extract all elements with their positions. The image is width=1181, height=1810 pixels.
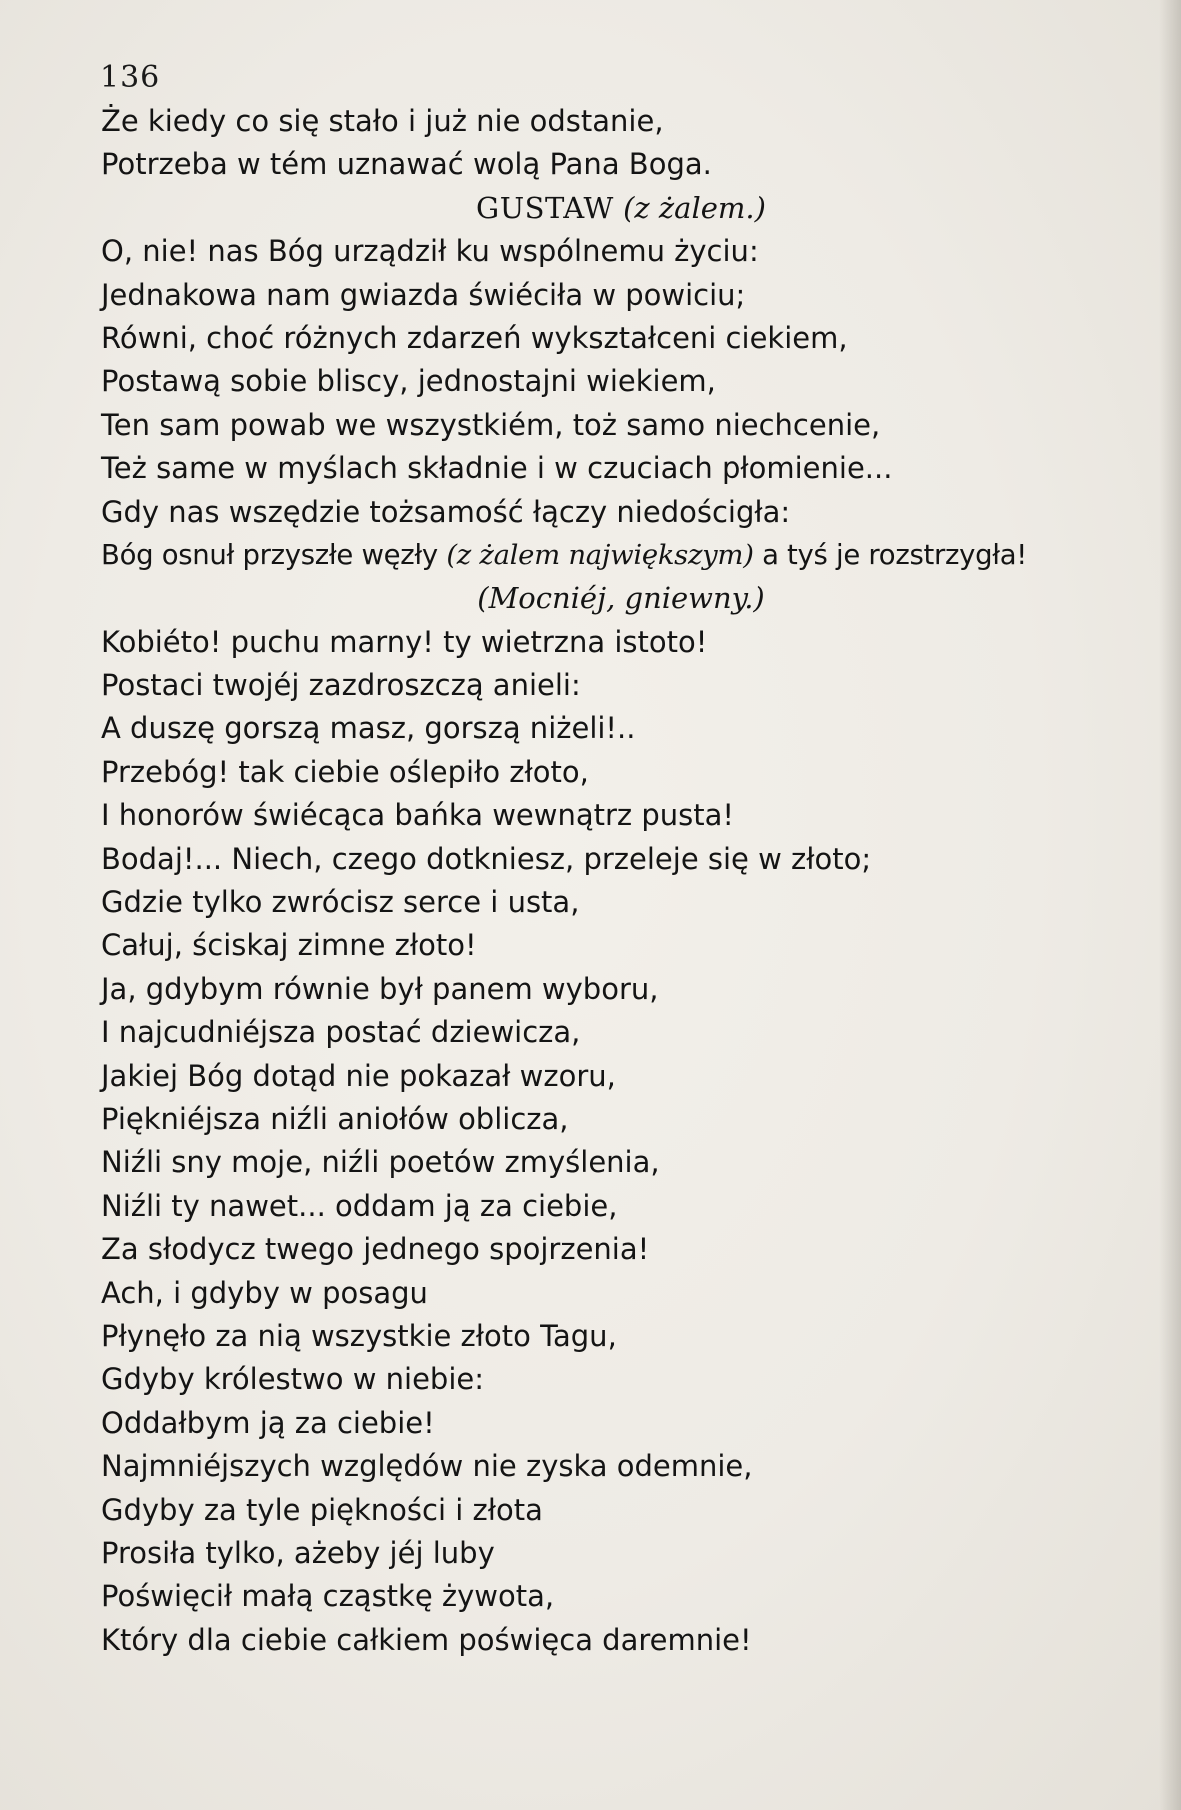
verse-line: Ja, gdybym równie był panem wyboru, [101, 971, 659, 1006]
verse-line: Że kiedy co się stało i już nie odstanie, [101, 104, 664, 138]
verse-line: Piękniéjsza niźli aniołów oblicza, [101, 1101, 569, 1136]
stage-direction: (z żalem największym) [446, 538, 754, 571]
verse-line: Za słodycz twego jednego spojrzenia! [101, 1232, 650, 1267]
verse-line: Poświęcił małą cząstkę żywota, [101, 1579, 555, 1614]
verse-line: I najcudniéjsza postać dziewicza, [101, 1015, 581, 1050]
stage-direction: (Mocniéj, gniewny.) [477, 581, 765, 616]
page-edge-shadow [1159, 0, 1181, 1810]
verse-line: Niźli ty nawet... oddam ją za ciebie, [101, 1188, 618, 1223]
verse-line: Płynęło za nią wszystkie złoto Tagu, [101, 1318, 617, 1353]
verse-line: Też same w myślach składnie i w czuciach płomienie... [101, 451, 893, 486]
verse-line: Prosiła tylko, ażeby jéj luby [101, 1535, 495, 1570]
verse-fragment: Bóg osnuł przyszłe węzły [101, 538, 447, 571]
poem-text [101, 100, 1141, 1662]
verse-line: Gdyby królestwo w niebie: [101, 1362, 485, 1397]
verse-line: Najmniéjszych względów nie zyska odemnie, [101, 1449, 753, 1484]
stage-direction: (z żalem.) [623, 190, 766, 225]
verse-line: Oddałbym ją za ciebie! [101, 1405, 435, 1440]
speaker-name: GUSTAW [476, 190, 614, 225]
verse-line: Ach, i gdyby w posagu [101, 1275, 428, 1310]
verse-line: Gdy nas wszędzie tożsamość łączy niedościgła: [101, 494, 791, 529]
verse-fragment: a tyś je rozstrzygła! [753, 538, 1028, 571]
verse-line: Potrzeba w tém uznawać wolą Pana Boga. [101, 147, 712, 182]
verse-line: Gdzie tylko zwrócisz serce i usta, [101, 885, 580, 920]
verse-line: I honorów świécąca bańka wewnątrz pusta! [101, 798, 735, 833]
verse-line-with-stage-direction [101, 534, 1141, 577]
verse-line: Niźli sny moje, niźli poetów zmyślenia, [101, 1145, 660, 1180]
verse-line: Postawą sobie bliscy, jednostajni wiekiem, [101, 364, 716, 399]
verse-line: Równi, choć różnych zdarzeń wykształceni ciekiem, [101, 320, 848, 355]
verse-line: Gdyby za tyle piękności i złota [101, 1492, 543, 1527]
verse-line: Całuj, ściskaj zimne złoto! [101, 928, 477, 963]
verse-line: Który dla ciebie całkiem poświęca daremnie! [101, 1622, 752, 1657]
verse-line: Ten sam powab we wszystkiém, toż samo niechcenie, [101, 407, 881, 442]
verse-line: Przebóg! tak ciebie oślepiło złoto, [101, 754, 589, 789]
verse-line: Postaci twojéj zazdroszczą anieli: [101, 668, 581, 703]
verse-line: Jakiej Bóg dotąd nie pokazał wzoru, [101, 1058, 616, 1093]
verse-line: O, nie! nas Bóg urządził ku wspólnemu życiu: [101, 234, 759, 269]
verse-line: Jednakowa nam gwiazda świéciła w powiciu; [101, 277, 746, 312]
verse-line: Bodaj!... Niech, czego dotkniesz, przeleje się w złoto; [101, 841, 872, 876]
page-number: 136 [100, 60, 161, 95]
verse-line: A duszę gorszą masz, gorszą niżeli!.. [101, 711, 636, 746]
speaker-heading [101, 187, 1141, 230]
verse-line: Kobiéto! puchu marny! ty wietrzna istoto! [101, 624, 708, 659]
